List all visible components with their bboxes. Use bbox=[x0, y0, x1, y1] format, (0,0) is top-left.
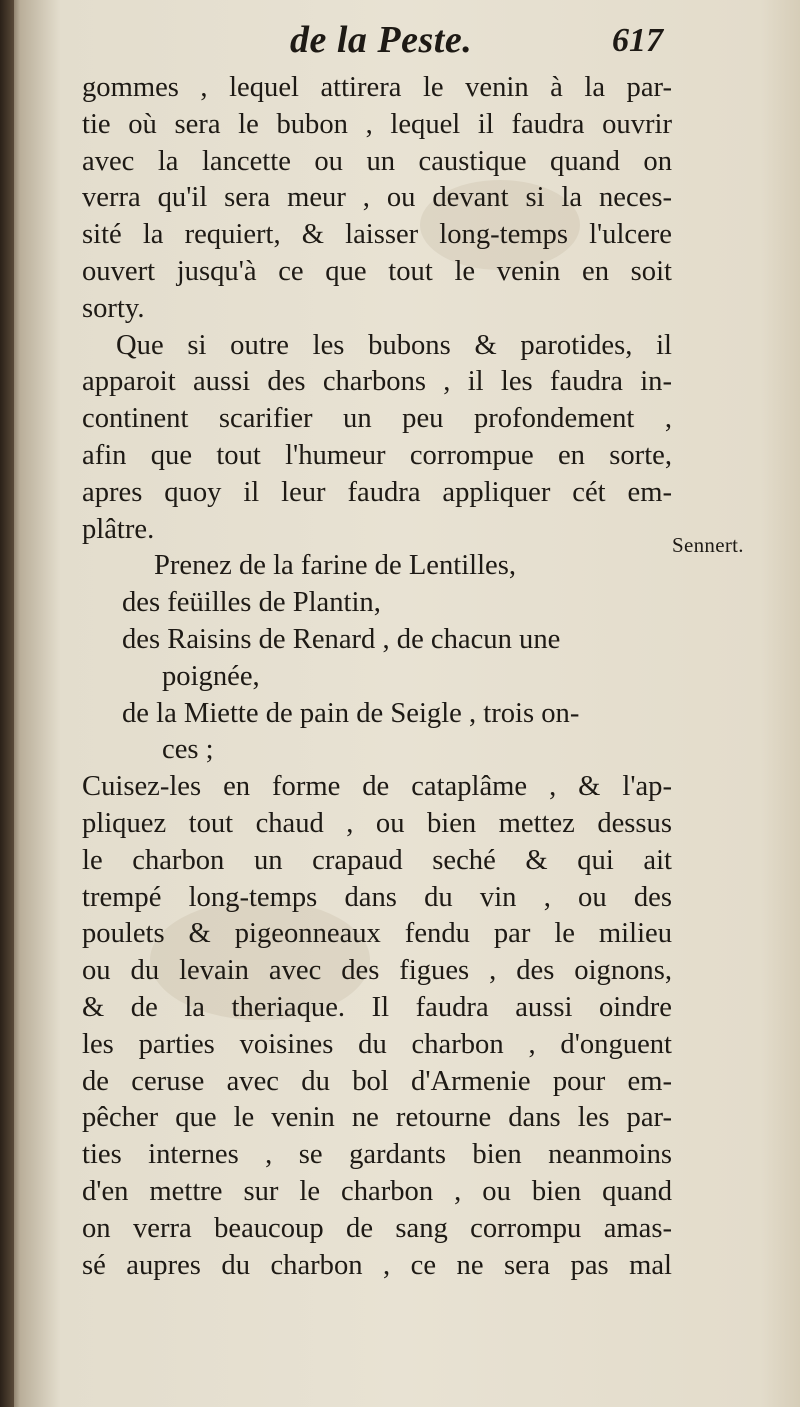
text-line: apparoit aussi des charbons , il les faudra in- bbox=[82, 366, 672, 398]
text-line: afin que tout l'humeur corrompue en sorte, bbox=[82, 439, 672, 471]
text-line: verra qu'il sera meur , ou devant si la neces- bbox=[82, 182, 672, 214]
text-line: le charbon un crapaud seché & qui ait bbox=[82, 844, 672, 876]
text-line: ou du levain avec des figues , des oignons, bbox=[82, 955, 672, 987]
text-line: sité la requiert, & laisser long-temps l'ulcere bbox=[82, 219, 672, 251]
text-line: tie où sera le bubon , lequel il faudra ouvrir bbox=[82, 108, 672, 140]
recipe-line: ces ; bbox=[162, 734, 214, 766]
recipe-line: poignée, bbox=[162, 660, 260, 692]
recipe-line: Prenez de la farine de Lentilles, bbox=[154, 550, 517, 582]
text-line: gommes , lequel attirera le venin à la par- bbox=[82, 72, 672, 103]
text-line: d'en mettre sur le charbon , ou bien quand bbox=[82, 1175, 672, 1207]
text-line: plâtre. bbox=[82, 513, 155, 545]
page-header bbox=[0, 18, 800, 68]
text-line: poulets & pigeonneaux fendu par le milieu bbox=[82, 918, 672, 950]
text-line: ties internes , se gardants bien neanmoins bbox=[82, 1139, 672, 1171]
text-line: continent scarifier un peu profondement , bbox=[82, 403, 672, 435]
recipe-line: des Raisins de Renard , de chacun une bbox=[122, 623, 561, 655]
text-line: on verra beaucoup de sang corrompu amas- bbox=[82, 1212, 672, 1244]
page-number: 617 bbox=[612, 22, 663, 59]
page-binding-edge bbox=[0, 0, 14, 1407]
recipe-line: des feüilles de Plantin, bbox=[122, 587, 381, 619]
text-line: ouvert jusqu'à ce que tout le venin en soit bbox=[82, 255, 672, 287]
text-line: les parties voisines du charbon , d'onguent bbox=[82, 1028, 672, 1060]
text-line: avec la lancette ou un caustique quand on bbox=[82, 145, 672, 177]
body-text bbox=[82, 70, 672, 1284]
text-line: Cuisez-les en forme de cataplâme , & l'ap- bbox=[82, 771, 672, 803]
text-line: pliquez tout chaud , ou bien mettez dessus bbox=[82, 807, 672, 839]
running-title: de la Peste. bbox=[290, 19, 473, 61]
text-line: apres quoy il leur faudra appliquer cét em- bbox=[82, 476, 672, 508]
text-line: de ceruse avec du bol d'Armenie pour em- bbox=[82, 1065, 672, 1097]
text-line: pêcher que le venin ne retourne dans les par- bbox=[82, 1102, 672, 1134]
text-line: sorty. bbox=[82, 292, 145, 324]
margin-note: Sennert. bbox=[672, 533, 744, 557]
text-line: Que si outre les bubons & parotides, il bbox=[116, 329, 672, 361]
text-line: trempé long-temps dans du vin , ou des bbox=[82, 881, 672, 913]
text-line: & de la theriaque. Il faudra aussi oindre bbox=[82, 991, 672, 1023]
recipe-line: de la Miette de pain de Seigle , trois on- bbox=[122, 697, 580, 729]
text-line: sé aupres du charbon , ce ne sera pas mal bbox=[82, 1249, 672, 1281]
